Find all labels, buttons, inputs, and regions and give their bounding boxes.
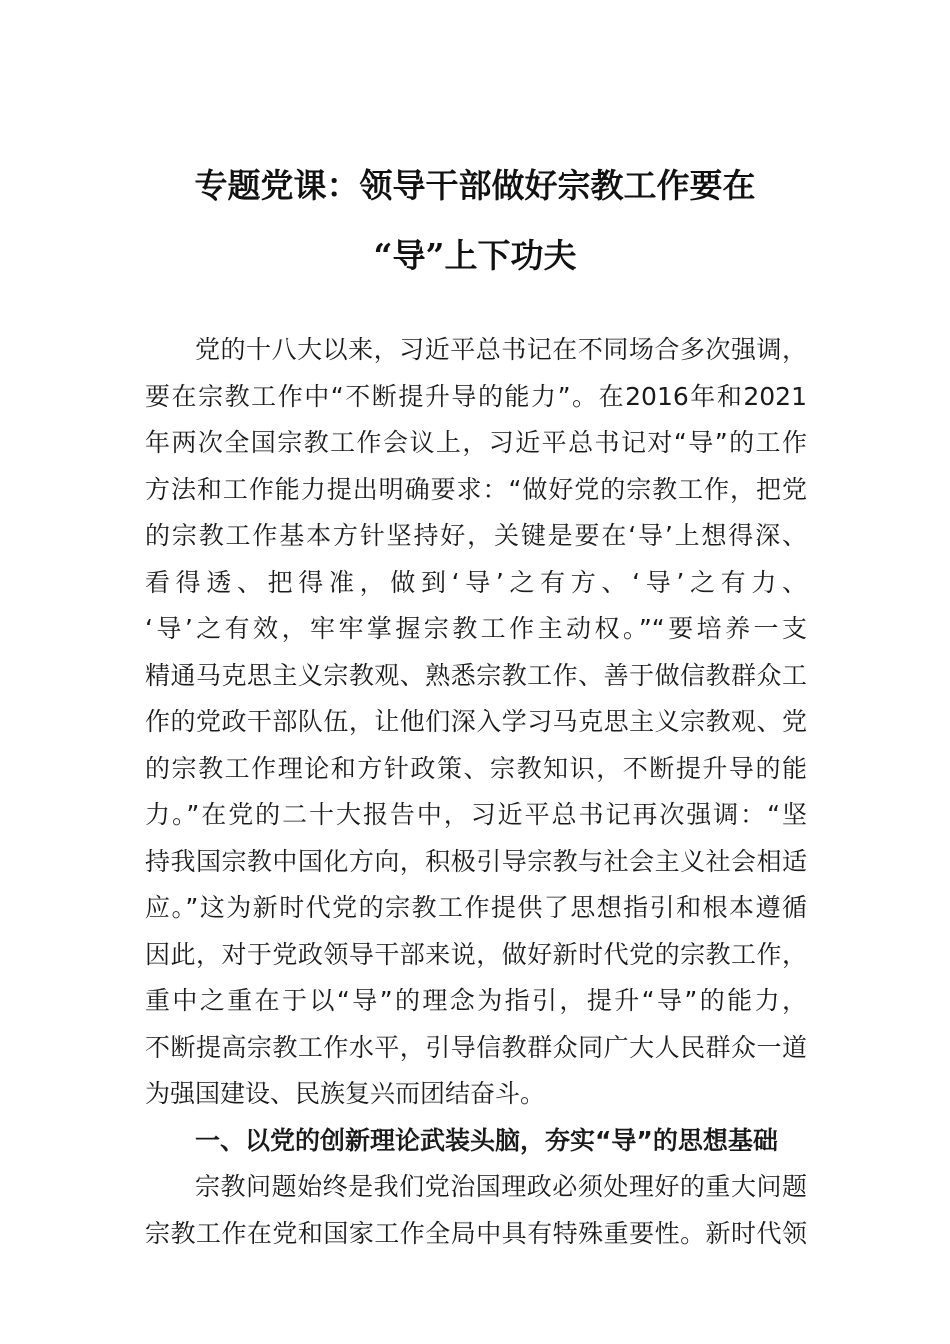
paragraph-line: 因此，对于党政领导干部来说，做好新时代党的宗教工作， [145,939,807,969]
paragraph-line: ‘导’之有效，牢牢掌握宗教工作主动权。”“要培养一支 [145,614,807,643]
paragraph-line: 的宗教工作基本方针坚持好，关键是要在‘导’上想得深、 [145,521,807,550]
paragraph-line: 作的党政干部队伍，让他们深入学习马克思主义宗教观、党 [145,707,807,736]
paragraph-line: 方法和工作能力提出明确要求：“做好党的宗教工作，把党 [145,474,807,504]
paragraph-line: 重中之重在于以“导”的理念为指引，提升“导”的能力， [145,986,807,1015]
paragraph-line: 应。”这为新时代党的宗教工作提供了思想指引和根本遵循 [145,893,807,922]
section-heading: 一、以党的创新理论武装头脑，夯实“导”的思想基础 [195,1125,778,1155]
paragraph-line: 宗教工作在党和国家工作全局中具有特殊重要性。新时代领 [145,1218,807,1248]
paragraph-line: 力。”在党的二十大报告中，习近平总书记再次强调：“坚 [145,800,807,829]
paragraph-line: 要在宗教工作中“不断提升导的能力”。在2016年和2021 [145,381,807,411]
paragraph-line: 精通马克思主义宗教观、熟悉宗教工作、善于做信教群众工 [145,660,807,690]
paragraph-line: 宗教问题始终是我们党治国理政必须处理好的重大问题 [195,1172,807,1201]
document-title-line-2: “导”上下功夫 [373,236,577,275]
paragraph-line: 年两次全国宗教工作会议上，习近平总书记对“导”的工作 [145,428,807,457]
paragraph-line: 党的十八大以来，习近平总书记在不同场合多次强调， [195,335,807,364]
paragraph-line: 看得透、把得准，做到‘导’之有方、‘导’之有力、 [145,567,807,597]
paragraph-line: 的宗教工作理论和方针政策、宗教知识，不断提升导的能 [145,753,807,783]
document-body [145,327,807,1257]
paragraph-line: 为强国建设、民族复兴而团结奋斗。 [145,1079,546,1108]
document-title-line-1: 专题党课：领导干部做好宗教工作要在 [194,166,756,205]
paragraph-line: 不断提高宗教工作水平，引导信教群众同广大人民群众一道 [145,1032,807,1062]
paragraph-line: 持我国宗教中国化方向，积极引导宗教与社会主义社会相适 [145,846,807,876]
